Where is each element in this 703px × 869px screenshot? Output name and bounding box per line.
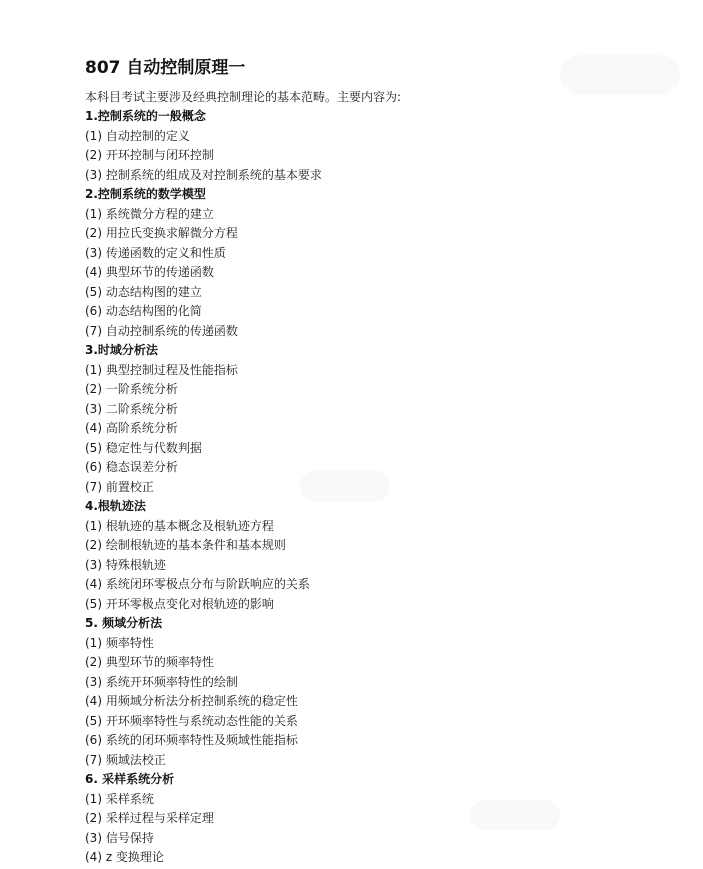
- list-item: (4) 用频域分析法分析控制系统的稳定性: [85, 694, 298, 708]
- list-item: (3) 特殊根轨迹: [85, 557, 166, 572]
- list-item: (3) 控制系统的组成及对控制系统的基本要求: [85, 167, 322, 182]
- section-heading: 4.根轨迹法: [85, 499, 146, 513]
- list-item: (3) 传递函数的定义和性质: [85, 245, 226, 260]
- list-item: (1) 系统微分方程的建立: [85, 206, 214, 221]
- list-item: (6) 动态结构图的化简: [85, 304, 202, 318]
- list-item: (2) 绘制根轨迹的基本条件和基本规则: [85, 538, 286, 552]
- list-item: (2) 开环控制与闭环控制: [85, 148, 214, 162]
- section-heading: 3.时域分析法: [85, 343, 158, 357]
- list-item: (3) 信号保持: [85, 830, 154, 845]
- list-item: (4) 典型环节的传递函数: [85, 265, 214, 279]
- list-item: (4) 系统闭环零极点分布与阶跃响应的关系: [85, 577, 310, 591]
- section-heading: 5. 频域分析法: [85, 616, 163, 630]
- list-item: (5) 开环零极点变化对根轨迹的影响: [85, 596, 274, 611]
- section-heading: 6. 采样系统分析: [85, 772, 175, 786]
- syllabus-list: [85, 107, 322, 868]
- list-item: (5) 开环频率特性与系统动态性能的关系: [85, 713, 298, 728]
- list-item: (3) 系统开环频率特性的绘制: [85, 674, 238, 689]
- list-item: (2) 用拉氏变换求解微分方程: [85, 226, 238, 240]
- intro-text: 本科目考试主要涉及经典控制理论的基本范畴。主要内容为:: [85, 90, 402, 104]
- section-heading: 2.控制系统的数学模型: [85, 187, 206, 201]
- list-item: (4) z 变换理论: [85, 850, 164, 864]
- list-item: (2) 采样过程与采样定理: [85, 811, 214, 825]
- list-item: (1) 频率特性: [85, 635, 154, 650]
- list-item: (2) 一阶系统分析: [85, 382, 178, 396]
- list-item: (1) 根轨迹的基本概念及根轨迹方程: [85, 518, 274, 533]
- list-item: (6) 稳态误差分析: [85, 460, 178, 474]
- list-item: (7) 前置校正: [85, 479, 154, 494]
- list-item: (2) 典型环节的频率特性: [85, 655, 214, 669]
- page-title: 807 自动控制原理一: [85, 58, 246, 78]
- list-item: (1) 自动控制的定义: [85, 128, 190, 143]
- list-item: (1) 采样系统: [85, 791, 154, 806]
- watermark: [560, 55, 680, 95]
- list-item: (5) 动态结构图的建立: [85, 284, 202, 299]
- watermark: [470, 800, 560, 830]
- section-heading: 1.控制系统的一般概念: [85, 109, 206, 123]
- list-item: (7) 自动控制系统的传递函数: [85, 323, 238, 338]
- list-item: (3) 二阶系统分析: [85, 401, 178, 416]
- list-item: (5) 稳定性与代数判据: [85, 440, 202, 455]
- list-item: (1) 典型控制过程及性能指标: [85, 362, 238, 377]
- list-item: (7) 频域法校正: [85, 752, 166, 767]
- list-item: (6) 系统的闭环频率特性及频域性能指标: [85, 733, 298, 747]
- list-item: (4) 高阶系统分析: [85, 421, 178, 435]
